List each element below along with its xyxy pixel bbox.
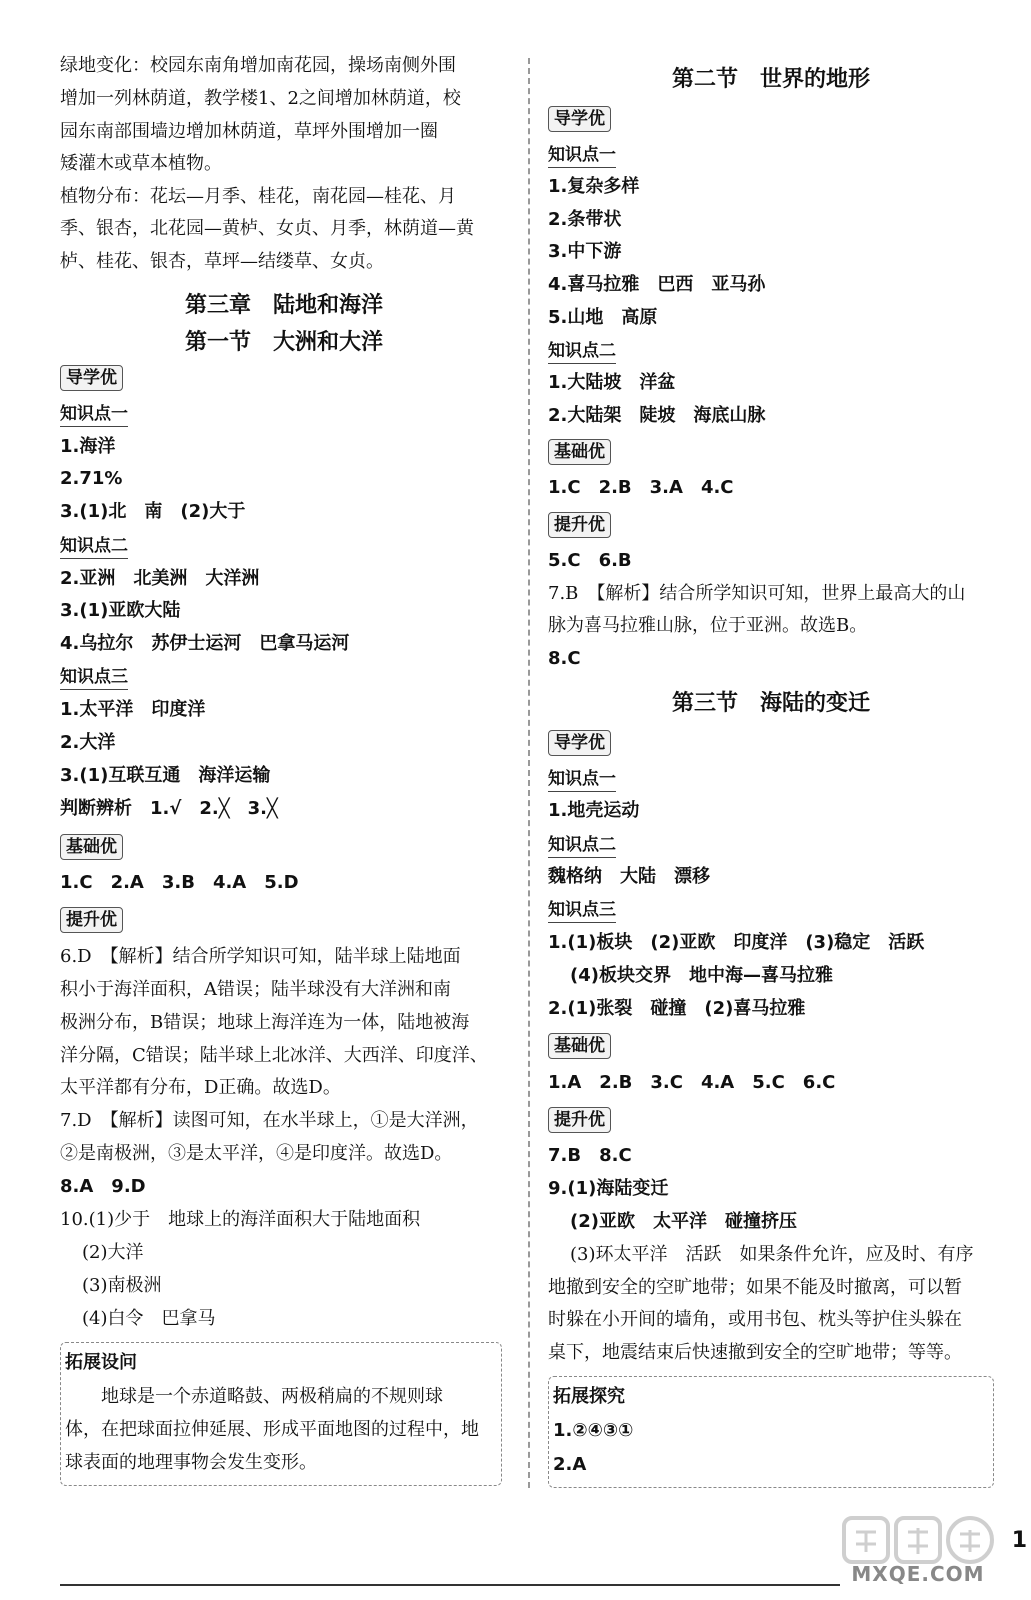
- chapter-title: 第三章 陆地和海洋: [184, 293, 383, 318]
- knowledge-point-heading: 知识点二: [548, 339, 616, 364]
- guide-tag: 导学优: [548, 106, 611, 132]
- basic-answers: 1.A 2.B 3.C 4.A 5.C 6.C: [548, 1072, 836, 1093]
- knowledge-point-heading: 知识点二: [548, 833, 616, 858]
- answer-line: (4)白令 巴拿马: [82, 1308, 216, 1329]
- answer-line: 2.(1)张裂 碰撞 (2)喜马拉雅: [548, 998, 806, 1019]
- answer-line: 10.(1)少于 地球上的海洋面积大于陆地面积: [60, 1209, 421, 1230]
- watermark-text: MXQE.COM: [851, 1562, 985, 1586]
- improve-tag: 提升优: [60, 907, 123, 933]
- basic-tag: 基础优: [548, 439, 611, 465]
- answer-line: 5.山地 高原: [548, 307, 658, 328]
- answer-line: 1.地壳运动: [548, 800, 640, 821]
- explanation-line: 极洲分布，B错误；地球上海洋连为一体，陆地被海: [60, 1012, 470, 1033]
- answer-line: 时躲在小开间的墙角，或用书包、枕头等护住头躲在: [548, 1309, 962, 1330]
- judge-answers: 判断辨析 1.√ 2.╳ 3.╳: [60, 798, 278, 819]
- extend-line: 球表面的地理事物会发生变形。: [65, 1452, 317, 1473]
- answer-line: 桌下，地震结束后快速撤到安全的空旷地带；等等。: [548, 1342, 962, 1363]
- answer-line: (3)环太平洋 活跃 如果条件允许，应及时、有序: [570, 1244, 974, 1265]
- answer-line: 3.(1)亚欧大陆: [60, 600, 181, 621]
- knowledge-point-heading: 知识点三: [548, 898, 616, 923]
- explanation-line: 太平洋都有分布，D正确。故选D。: [60, 1077, 341, 1098]
- explanation-line: ②是南极洲，③是太平洋，④是印度洋。故选D。: [60, 1143, 453, 1164]
- answer-line: 2.大洋: [60, 732, 116, 753]
- answer-line: 3.(1)互联互通 海洋运输: [60, 765, 271, 786]
- extend-line: 地球是一个赤道略鼓、两极稍扁的不规则球: [65, 1386, 443, 1407]
- basic-tag: 基础优: [60, 834, 123, 860]
- answer-line: 魏格纳 大陆 漂移: [548, 866, 710, 887]
- answer-line: 7.B 8.C: [548, 1145, 632, 1166]
- extend-line: 1.②④③①: [553, 1420, 634, 1441]
- answer-line: (2)大洋: [82, 1242, 144, 1263]
- answer-line: 2.71%: [60, 468, 123, 489]
- knowledge-point-heading: 知识点二: [60, 534, 128, 559]
- improve-tag: 提升优: [548, 512, 611, 538]
- extend-explore-box: [548, 1376, 994, 1488]
- knowledge-point-heading: 知识点一: [60, 402, 128, 427]
- extend-heading: 拓展探究: [553, 1386, 625, 1407]
- extend-line: 体，在把球面拉伸延展、形成平面地图的过程中，地: [65, 1419, 479, 1440]
- knowledge-point-heading: 知识点一: [548, 143, 616, 168]
- intro-line: 季、银杏，北花园—黄栌、女贞、月季，林荫道—黄: [60, 218, 474, 239]
- basic-tag: 基础优: [548, 1033, 611, 1059]
- answer-line: 8.C: [548, 648, 581, 669]
- section-title: 第三节 海陆的变迁: [671, 691, 870, 716]
- answer-line: 1.复杂多样: [548, 176, 640, 197]
- answer-line: 4.乌拉尔 苏伊士运河 巴拿马运河: [60, 633, 350, 654]
- answer-line: 5.C 6.B: [548, 550, 632, 571]
- answer-line: (3)南极洲: [82, 1275, 162, 1296]
- answer-line: 3.中下游: [548, 241, 622, 262]
- answer-line: 4.喜马拉雅 巴西 亚马孙: [548, 274, 766, 295]
- extend-heading: 拓展设问: [65, 1352, 137, 1373]
- knowledge-point-heading: 知识点三: [60, 665, 128, 690]
- explanation-line: 7.B 【解析】结合所学知识可知，世界上最高大的山: [548, 583, 966, 604]
- guide-tag: 导学优: [60, 365, 123, 391]
- intro-line: 植物分布：花坛—月季、桂花，南花园—桂花、月: [60, 186, 456, 207]
- answer-line: 2.亚洲 北美洲 大洋洲: [60, 568, 260, 589]
- answer-line: 1.(1)板块 (2)亚欧 印度洋 (3)稳定 活跃: [548, 932, 925, 953]
- page-number: 1: [1011, 1528, 1027, 1553]
- intro-line: 园东南部围墙边增加林荫道，草坪外围增加一圈: [60, 121, 438, 142]
- answer-line: 3.(1)北 南 (2)大于: [60, 501, 246, 522]
- knowledge-point-heading: 知识点一: [548, 767, 616, 792]
- answer-line: (2)亚欧 太平洋 碰撞挤压: [570, 1211, 797, 1232]
- answer-line: 1.太平洋 印度洋: [60, 699, 206, 720]
- explanation-line: 脉为喜马拉雅山脉，位于亚洲。故选B。: [548, 615, 868, 636]
- answer-line: 地撤到安全的空旷地带；如果不能及时撤离，可以暂: [548, 1277, 962, 1298]
- intro-line: 增加一列林荫道，教学楼1、2之间增加林荫道，校: [60, 88, 461, 109]
- answer-line: (4)板块交界 地中海—喜马拉雅: [570, 965, 833, 986]
- explanation-line: 洋分隔，C错误；陆半球上北冰洋、大西洋、印度洋、: [60, 1045, 488, 1066]
- basic-answers: 1.C 2.A 3.B 4.A 5.D: [60, 872, 299, 893]
- guide-tag: 导学优: [548, 730, 611, 756]
- extend-line: 2.A: [553, 1454, 587, 1475]
- answer-line: 1.海洋: [60, 436, 116, 457]
- intro-line: 绿地变化：校园东南角增加南花园，操场南侧外围: [60, 55, 456, 76]
- answer-line: 2.大陆架 陡坡 海底山脉: [548, 405, 766, 426]
- intro-line: 矮灌木或草本植物。: [60, 153, 222, 174]
- basic-answers: 1.C 2.B 3.A 4.C: [548, 477, 734, 498]
- column-divider: [528, 58, 530, 1488]
- footer-rule: [60, 1584, 840, 1586]
- answer-line: 8.A 9.D: [60, 1176, 146, 1197]
- answer-line: 1.大陆坡 洋盆: [548, 372, 676, 393]
- explanation-line: 积小于海洋面积，A错误；陆半球没有大洋洲和南: [60, 979, 451, 1000]
- improve-tag: 提升优: [548, 1107, 611, 1133]
- section-title: 第二节 世界的地形: [671, 67, 870, 92]
- intro-line: 栌、桂花、银杏，草坪—结缕草、女贞。: [60, 251, 384, 272]
- answer-line: 9.(1)海陆变迁: [548, 1178, 669, 1199]
- extend-question-box: [60, 1342, 502, 1486]
- answer-line: 2.条带状: [548, 209, 622, 230]
- explanation-line: 7.D 【解析】读图可知，在水半球上，①是大洋洲，: [60, 1110, 479, 1131]
- section-title: 第一节 大洲和大洋: [184, 330, 383, 355]
- explanation-line: 6.D 【解析】结合所学知识可知，陆半球上陆地面: [60, 946, 461, 967]
